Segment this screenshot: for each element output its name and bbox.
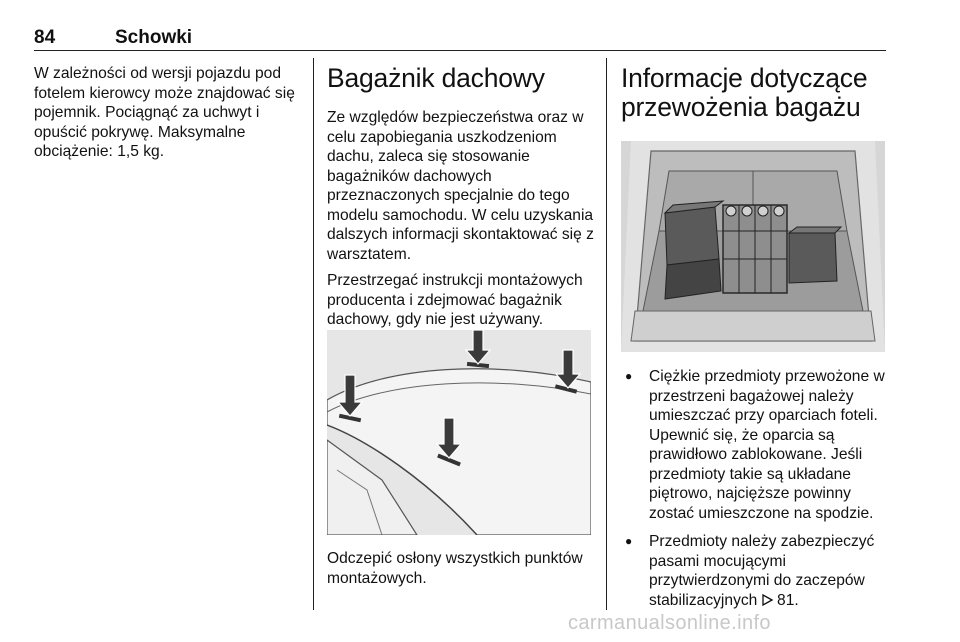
column-1 — [34, 64, 302, 162]
figure-caption-block — [327, 549, 597, 588]
chapter-title: Schowki — [115, 27, 193, 48]
cargo-figure — [621, 141, 885, 352]
page-number: 84 — [34, 27, 56, 48]
section-title-roof-rack: Bagażnik dachowy — [327, 63, 545, 93]
bottle-crate — [723, 205, 787, 293]
figure-caption: Odczepić osłony wszystkich punktów montażowych. — [327, 550, 583, 587]
cargo-illustration — [621, 141, 885, 352]
luggage-instructions — [621, 367, 889, 610]
roof-rack-paragraph-1: Ze względów bezpieczeństwa oraz w celu zapobiegania uszkodzeniom dachu, zaleca się stosowanie bagażników dachowych przeznaczonych specjalnie do tego modelu samochodu. W celu uzyskania dalszych informacji skontaktować się z warsztatem. — [327, 109, 594, 263]
column-2 — [327, 64, 597, 330]
roof-rack-figure — [327, 330, 591, 535]
list-item — [621, 532, 889, 610]
roof-rack-paragraph-2: Przestrzegać instrukcji montażowych producenta i zdejmować bagażnik dachowy, gdy nie jest używany. — [327, 272, 583, 328]
page-reference-arrow-icon — [762, 592, 773, 609]
watermark: carmanualsonline.info — [568, 612, 771, 634]
luggage-box-right — [789, 227, 841, 283]
list-item: ● Ciężkie przedmioty przewożone w przestrzeni bagażowej należy umieszczać przy oparciach foteli. Upewnić się, że oparcia są prawidłowo zablokowane. Jeśli przedmioty takie są układane piętrowo, najcięższe powinny zostać umieszczone na spodzie. — [621, 367, 889, 523]
luggage-box-left — [665, 201, 723, 299]
page-reference[interactable]: 81. — [777, 591, 799, 609]
column-divider — [313, 58, 314, 610]
page-header — [34, 24, 886, 51]
roof-illustration — [327, 330, 591, 535]
column-3 — [621, 64, 889, 122]
bullet-block — [621, 367, 889, 619]
list-item-text: Przedmioty należy zabezpieczyć pasami mocującymi przytwierdzonymi do zaczepów stabilizacyjnych — [649, 533, 875, 609]
section-title-luggage: Informacje dotyczące przewożenia bagażu — [621, 63, 868, 122]
column-divider — [606, 58, 607, 610]
storage-paragraph: W zależności od wersji pojazdu pod fotelem kierowcy może znajdować się pojemnik. Pociągnąć za uchwyt i opuścić pokrywę. Maksymalne obciążenie: 1,5 kg. — [34, 65, 295, 160]
